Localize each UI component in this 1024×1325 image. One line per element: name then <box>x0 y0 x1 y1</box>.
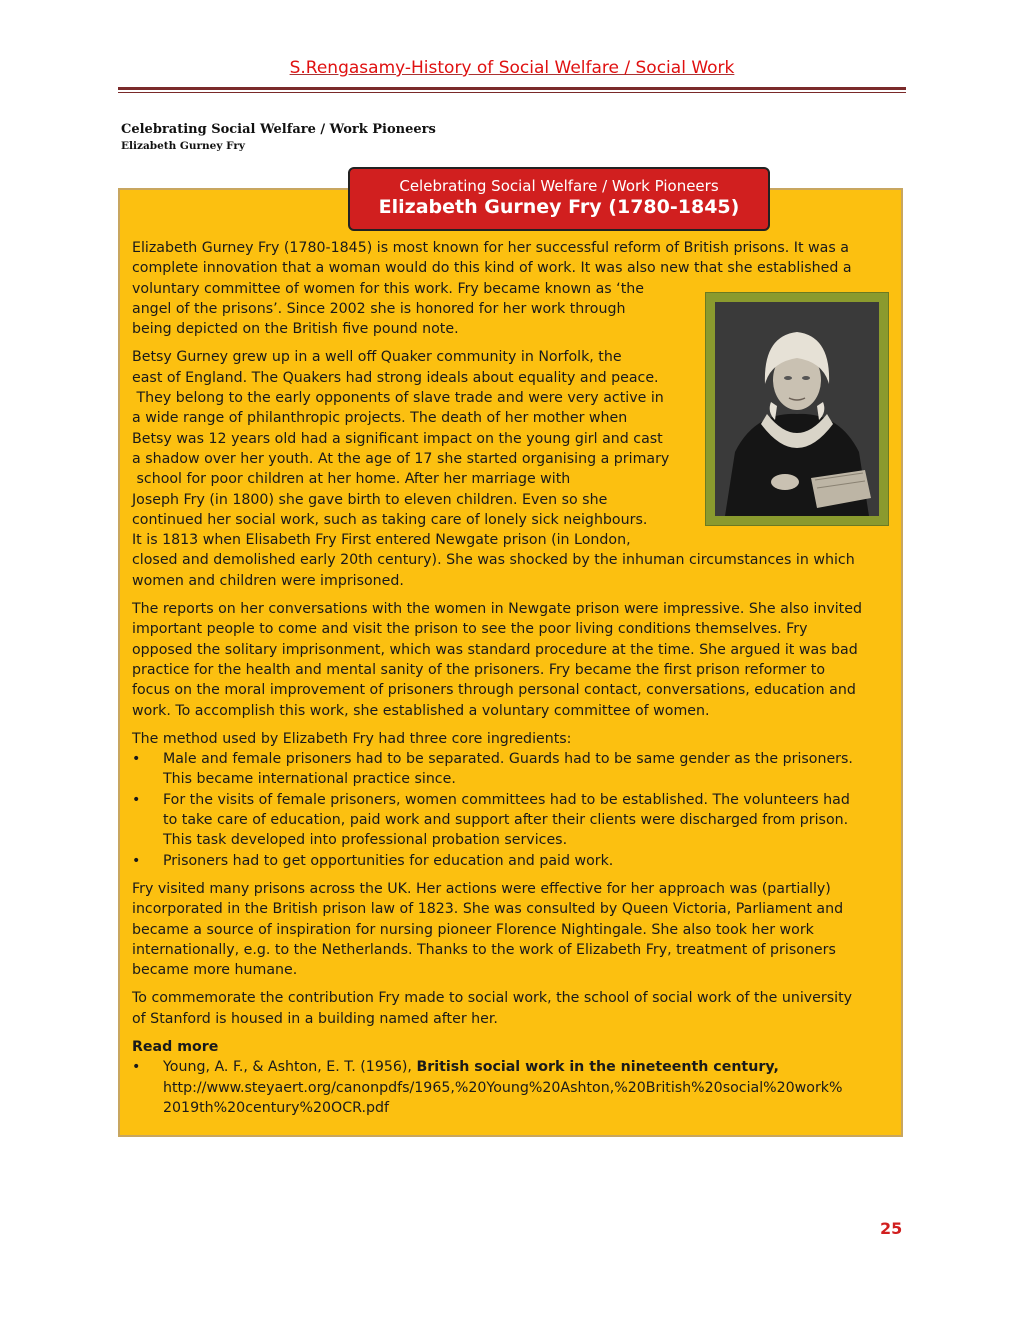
text-line: The reports on her conversations with the women in Newgate prison were impressive. She also invited <box>132 601 862 618</box>
text-line: It is 1813 when Elisabeth Fry First entered Newgate prison (in London, <box>132 532 631 549</box>
paragraph-early-life <box>132 347 897 591</box>
text-line: complete innovation that a woman would do this kind of work. It was also new that she established a <box>132 260 852 277</box>
banner-series-title: Celebrating Social Welfare / Work Pioneers <box>399 177 719 195</box>
text-line: Joseph Fry (in 1800) she gave birth to eleven children. Even so she <box>132 491 608 508</box>
text-line: This became international practice since. <box>163 771 456 788</box>
text-line: To commemorate the contribution Fry made to social work, the school of social work of the university <box>132 990 853 1007</box>
page-number: 25 <box>880 1219 903 1238</box>
text-line: The method used by Elizabeth Fry had three core ingredients: <box>132 730 572 747</box>
text-line: They belong to the early opponents of slave trade and were very active in <box>132 390 664 407</box>
article-body <box>132 238 897 1118</box>
text-line: This task developed into professional probation services. <box>163 832 568 849</box>
text-line: incorporated in the British prison law of 1823. She was consulted by Queen Victoria, Parliament and <box>132 901 844 918</box>
text-line: continued her social work, such as taking care of lonely sick neighbours. <box>132 511 648 528</box>
text-line: became a source of inspiration for nursing pioneer Florence Nightingale. She also took her work <box>132 921 814 938</box>
header-rule-thin <box>118 92 906 93</box>
read-more-section <box>132 1037 897 1118</box>
text-line: Elizabeth Gurney Fry (1780-1845) is most known for her successful reform of British prisons. It was a <box>132 240 849 256</box>
title-banner <box>348 167 770 231</box>
text-line: voluntary committee of women for this work. Fry became known as ‘the <box>132 280 644 297</box>
document-subtitle: Elizabeth Gurney Fry <box>121 140 246 152</box>
text-line: practice for the health and mental sanity of the prisoners. Fry became the first prison reformer to <box>132 661 826 678</box>
text-line: Betsy was 12 years old had a significant impact on the young girl and cast <box>132 430 663 447</box>
text-line: angel of the prisons’. Since 2002 she is honored for her work through <box>132 300 626 317</box>
text-line: women and children were imprisoned. <box>132 572 404 589</box>
header-rule <box>118 87 906 90</box>
text-line: work. To accomplish this work, she established a voluntary committee of women. <box>132 702 710 719</box>
read-more-heading: Read more <box>132 1038 219 1055</box>
text-line: east of England. The Quakers had strong ideals about equality and peace. <box>132 369 659 386</box>
text-line: • For the visits of female prisoners, women committees had to be established. The volunteers had <box>163 791 850 808</box>
text-line: • Prisoners had to get opportunities for education and paid work. <box>163 852 614 869</box>
list-item <box>132 790 897 851</box>
text-line: school for poor children at her home. After her marriage with <box>132 471 571 488</box>
reference-title: British social work in the nineteenth century, <box>416 1059 779 1076</box>
paragraph-newgate <box>132 599 897 721</box>
running-header: S.Rengasamy-History of Social Welfare / Social Work <box>289 58 735 78</box>
text-line: important people to come and visit the prison to see the poor living conditions themselves. Fry <box>132 621 808 638</box>
text-line: Fry visited many prisons across the UK. Her actions were effective for her approach was (partially) <box>132 880 831 897</box>
text-line: a wide range of philanthropic projects. The death of her mother when <box>132 410 628 427</box>
paragraph-commemoration <box>132 988 897 1029</box>
reference-link-continued[interactable]: 2019th%20century%20OCR.pdf <box>163 1099 389 1116</box>
text-line: Betsy Gurney grew up in a well off Quaker community in Norfolk, the <box>132 349 622 366</box>
list-item <box>132 749 897 790</box>
paragraph-intro <box>132 238 897 339</box>
text-line: to take care of education, paid work and support after their clients were discharged from prison. <box>163 812 849 829</box>
list-item <box>132 851 897 871</box>
paragraph-method <box>132 729 897 871</box>
text-line: closed and demolished early 20th century). She was shocked by the inhuman circumstances in which <box>132 552 855 569</box>
reference-link[interactable]: http://www.steyaert.org/canonpdfs/1965,%20Young%20Ashton,%20British%20social%20work% <box>163 1079 843 1096</box>
reference-item <box>132 1057 897 1118</box>
text-line: became more humane. <box>132 962 298 979</box>
paragraph-legacy <box>132 879 897 980</box>
reference-authors: Young, A. F., & Ashton, E. T. (1956), <box>163 1059 417 1076</box>
text-line: opposed the solitary imprisonment, which was standard procedure at the time. She argued it was bad <box>132 641 858 658</box>
text-line: of Stanford is housed in a building named after her. <box>132 1010 498 1027</box>
banner-person-title: Elizabeth Gurney Fry (1780-1845) <box>378 196 740 218</box>
text-line: a shadow over her youth. At the age of 17 she started organising a primary <box>132 450 670 467</box>
text-line: being depicted on the British five pound note. <box>132 321 459 338</box>
text-line: internationally, e.g. to the Netherlands. Thanks to the work of Elizabeth Fry, treatment of prisoners <box>132 941 836 958</box>
document-title: Celebrating Social Welfare / Work Pioneers <box>121 122 436 137</box>
text-line: • Male and female prisoners had to be separated. Guards had to be same gender as the prisoners. <box>163 751 853 768</box>
text-line: focus on the moral improvement of prisoners through personal contact, conversations, education and <box>132 682 856 699</box>
